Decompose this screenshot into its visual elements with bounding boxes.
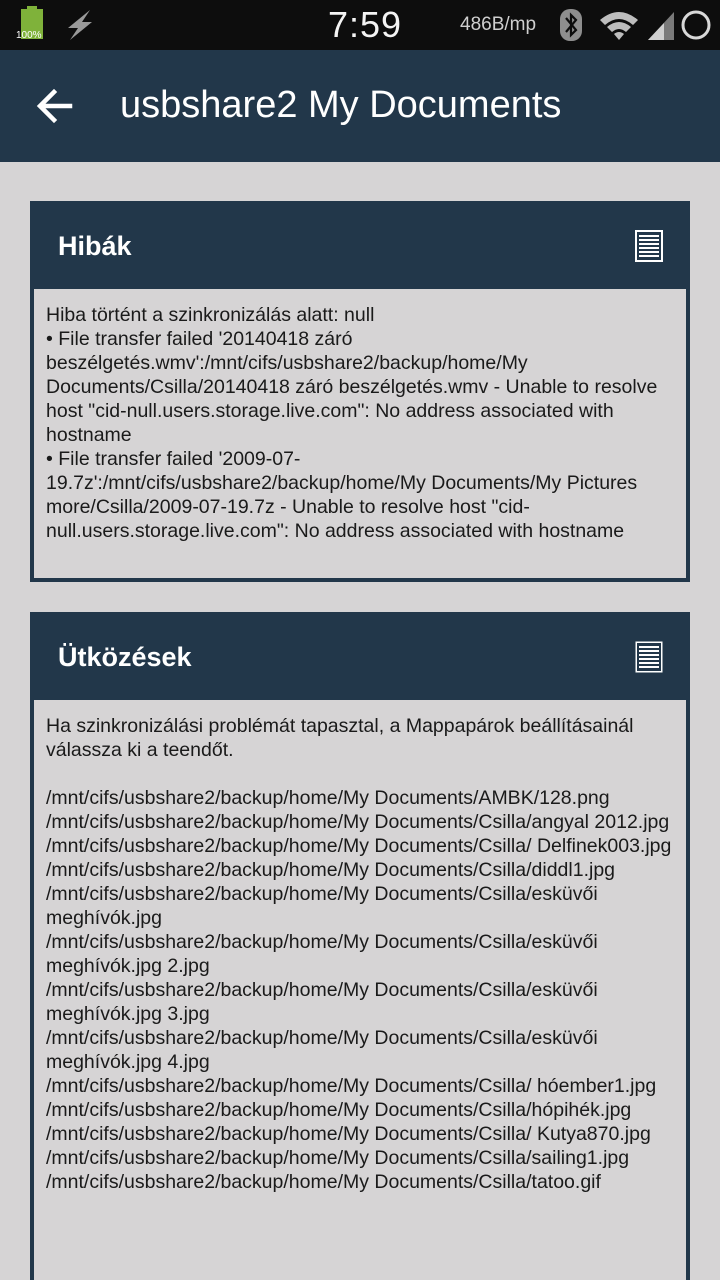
- conflict-path: /mnt/cifs/usbshare2/backup/home/My Documents/Csilla/ Delfinek003.jpg: [46, 835, 672, 857]
- conflict-path: /mnt/cifs/usbshare2/backup/home/My Documents/Csilla/sailing1.jpg: [46, 1147, 630, 1169]
- error-text-line: Hiba történt a szinkronizálás alatt: null: [46, 304, 375, 326]
- conflicts-intro: Ha szinkronizálási problémát tapasztal, a Mappapárok beállításainál válassza ki a teendőt.: [46, 715, 634, 761]
- status-bar: [0, 0, 720, 50]
- errors-card-body: [34, 289, 686, 578]
- app-bar: [0, 50, 720, 162]
- conflicts-card-body: [34, 700, 686, 1280]
- conflict-path: /mnt/cifs/usbshare2/backup/home/My Documents/Csilla/esküvői meghívók.jpg 2.jpg: [46, 931, 598, 977]
- ring-icon: [680, 9, 712, 41]
- conflict-path: /mnt/cifs/usbshare2/backup/home/My Documents/Csilla/diddl1.jpg: [46, 859, 616, 881]
- network-speed: 486B/mp: [460, 14, 537, 35]
- wifi-icon: [598, 10, 640, 42]
- conflict-path: /mnt/cifs/usbshare2/backup/home/My Documents/AMBK/128.png: [46, 787, 610, 809]
- conflict-path: /mnt/cifs/usbshare2/backup/home/My Documents/Csilla/ hóember1.jpg: [46, 1075, 657, 1097]
- spacer: [46, 762, 674, 786]
- error-text-line: • File transfer failed '20140418 záró beszélgetés.wmv':/mnt/cifs/usbshare2/backup/home/My Documents/Csilla/20140418 záró beszélgetés.wmv - Unable to resolve host "cid-null.users.storage.live.com": No address associated with hostname: [46, 328, 658, 446]
- conflicts-card: [30, 612, 690, 1280]
- errors-card-header: [34, 201, 686, 289]
- errors-card: [30, 201, 690, 582]
- battery-label: 100%: [16, 30, 42, 41]
- conflicts-card-header: [34, 612, 686, 700]
- conflict-path: /mnt/cifs/usbshare2/backup/home/My Documents/Csilla/esküvői meghívók.jpg 3.jpg: [46, 979, 598, 1025]
- document-icon[interactable]: [634, 229, 664, 263]
- conflict-path: /mnt/cifs/usbshare2/backup/home/My Documents/Csilla/hópihék.jpg: [46, 1099, 632, 1121]
- error-text-line: • File transfer failed '2009-07-19.7z':/mnt/cifs/usbshare2/backup/home/My Documents/My Pictures more/Csilla/2009-07-19.7z - Unable to resolve host "cid-null.users.storage.live.com": No address associated with hostname: [46, 448, 638, 542]
- back-arrow-icon[interactable]: [30, 80, 82, 132]
- flash-icon: [62, 8, 96, 42]
- errors-card-title: Hibák: [58, 231, 132, 261]
- page-title: usbshare2 My Documents: [120, 84, 562, 126]
- conflicts-card-title: Ütközések: [58, 642, 192, 672]
- document-icon[interactable]: [634, 640, 664, 674]
- bluetooth-icon: [558, 8, 584, 42]
- conflict-path: /mnt/cifs/usbshare2/backup/home/My Documents/Csilla/ Kutya870.jpg: [46, 1123, 651, 1145]
- conflict-path: /mnt/cifs/usbshare2/backup/home/My Documents/Csilla/esküvői meghívók.jpg: [46, 883, 598, 929]
- signal-icon: [646, 10, 676, 42]
- conflict-path: /mnt/cifs/usbshare2/backup/home/My Documents/Csilla/angyal 2012.jpg: [46, 811, 670, 833]
- conflict-path: /mnt/cifs/usbshare2/backup/home/My Documents/Csilla/esküvői meghívók.jpg 4.jpg: [46, 1027, 598, 1073]
- conflict-path: /mnt/cifs/usbshare2/backup/home/My Documents/Csilla/tatoo.gif: [46, 1171, 601, 1193]
- clock: 7:59: [327, 4, 403, 45]
